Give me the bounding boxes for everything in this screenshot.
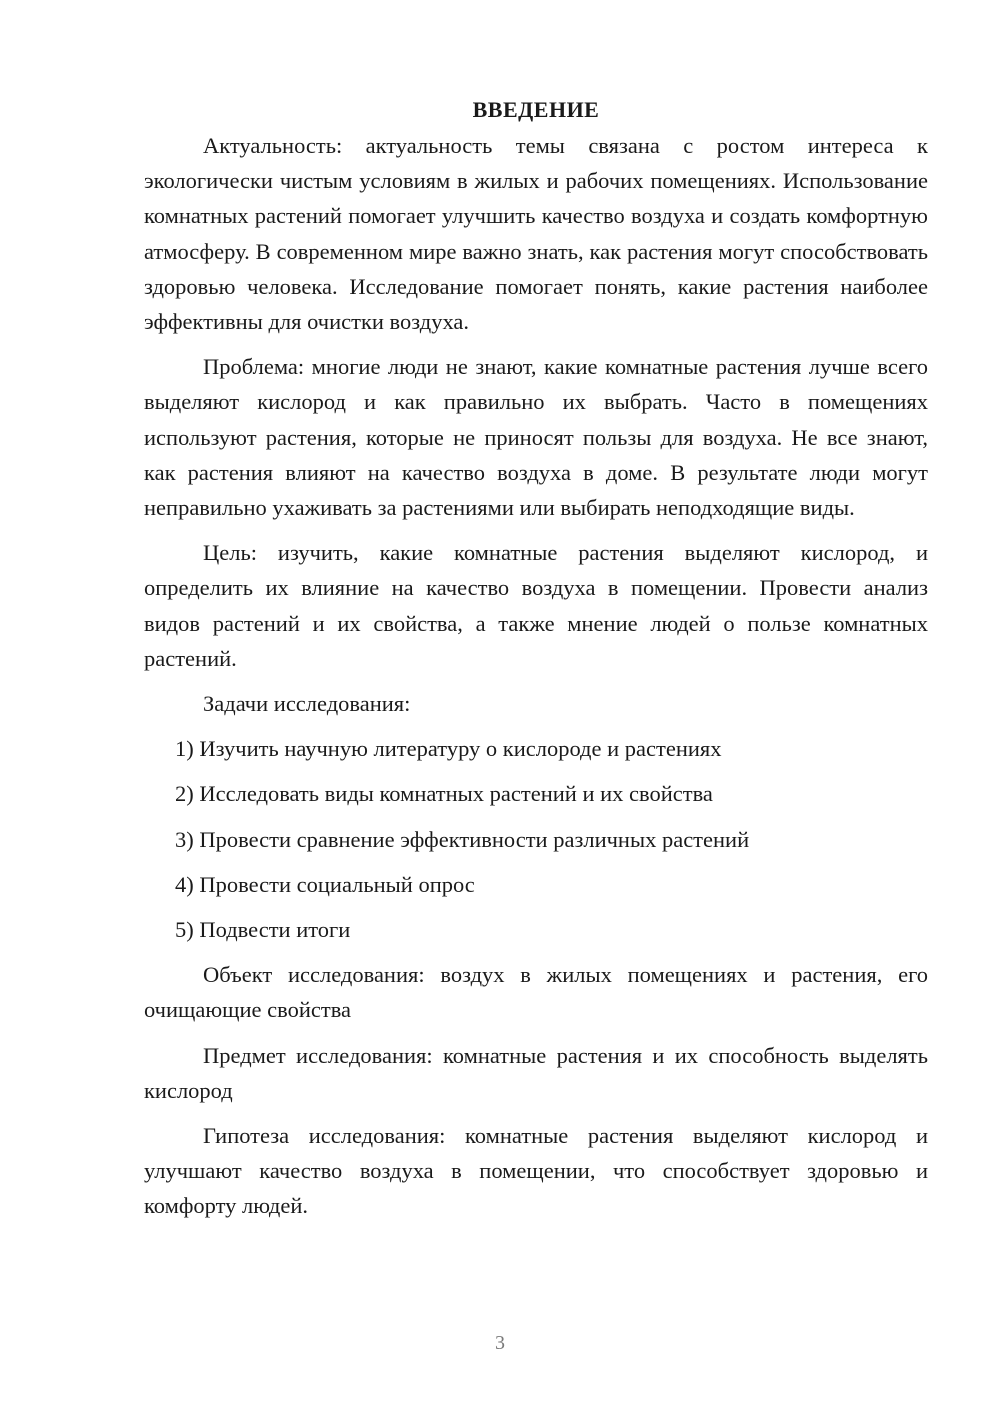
document-page <box>144 92 928 1224</box>
tasks-list <box>144 731 928 947</box>
task-item: 2) Исследовать виды комнатных растений и их свойства <box>175 781 713 807</box>
goal-paragraph: Цель: изучить, какие комнатные растения выделяют кислород, и определить их влияние на качество воздуха в помещении. Провести анализ видов растений и их свойства, а также мнение людей о пользе комнатных растений. <box>144 540 928 671</box>
task-item: 4) Провести социальный опрос <box>175 871 475 897</box>
subject-paragraph: Предмет исследования: комнатные растения и их способность выделять кислород <box>144 1042 928 1103</box>
tasks-heading: Задачи исследования: <box>203 691 411 717</box>
task-item: 5) Подвести итоги <box>175 917 351 943</box>
page-title: ВВЕДЕНИЕ <box>472 97 600 122</box>
task-item: 3) Провести сравнение эффективности различных растений <box>175 826 750 852</box>
hypothesis-paragraph: Гипотеза исследования: комнатные растения выделяют кислород и улучшают качество воздуха в помещении, что способствует здоровью и комфорту людей. <box>144 1123 928 1219</box>
relevance-paragraph: Актуальность: актуальность темы связана с ростом интереса к экологически чистым условиям в жилых и рабочих помещениях. Использование комнатных растений помогает улучшить качество воздуха и создать комфортную атмосферу. В современном мире важно знать, как растения могут способствовать здоровью человека. Исследование помогает понять, какие растения наиболее эффективны для очистки воздуха. <box>144 133 928 335</box>
task-item: 1) Изучить научную литературу о кислороде и растениях <box>175 736 722 762</box>
problem-paragraph: Проблема: многие люди не знают, какие комнатные растения лучше всего выделяют кислород и как правильно их выбрать. Часто в помещениях используют растения, которые не приносят пользы для воздуха. Не все знают, как растения влияют на качество воздуха в доме. В результате люди могут неправильно ухаживать за растениями или выбирать неподходящие виды. <box>144 354 928 521</box>
object-paragraph: Объект исследования: воздух в жилых помещениях и растения, его очищающие свойства <box>144 962 928 1023</box>
page-number: 3 <box>495 1332 505 1354</box>
